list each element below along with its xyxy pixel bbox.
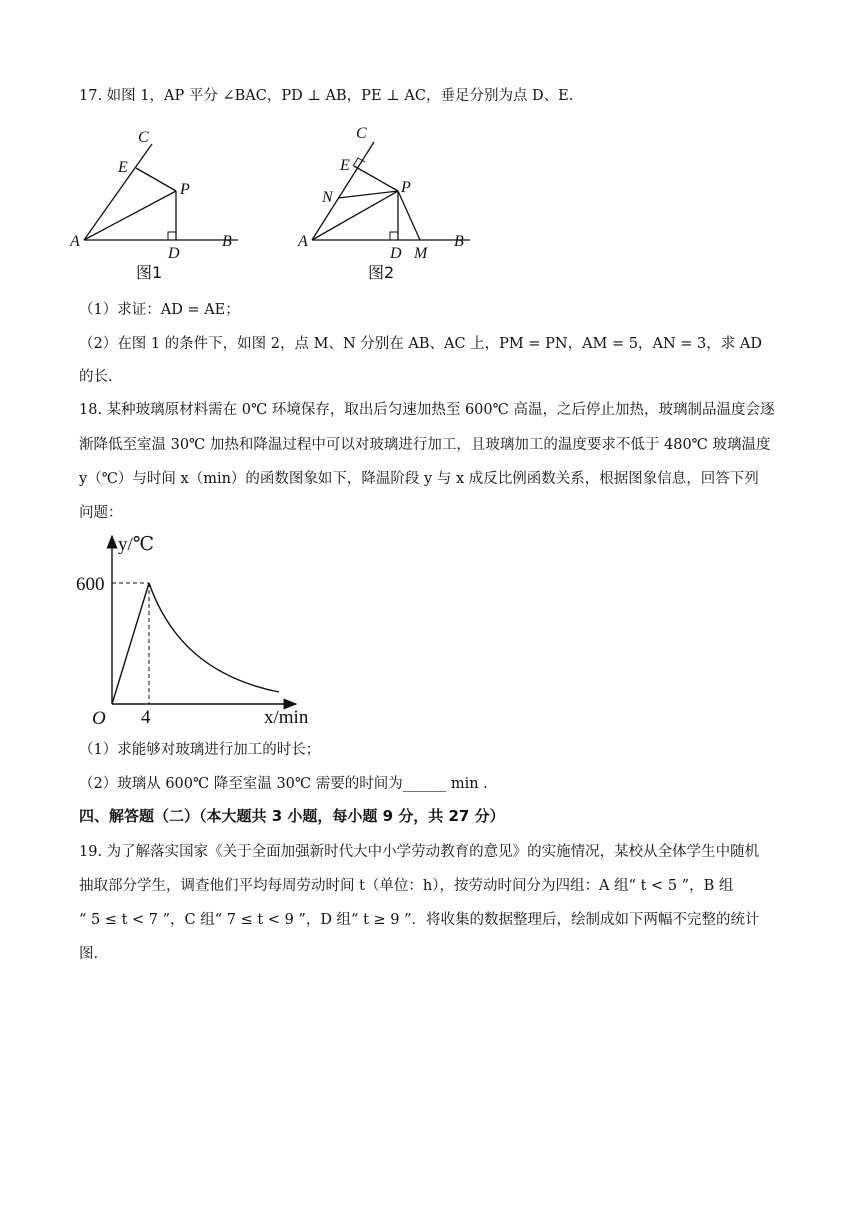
figure-1-caption: 图1	[136, 263, 163, 282]
section-4-heading: 四、解答题（二）（本大题共 3 小题，每小题 9 分，共 27 分）	[79, 807, 505, 825]
q19-line-3: “ 5 ≤ t < 7 ”，C 组“ 7 ≤ t < 9 ”，D 组“ t ≥ 9 ”．将收集的数据整理后，绘制成如下两幅不完整的统计	[79, 912, 760, 928]
label-b: B	[222, 233, 232, 250]
label-p: P	[401, 179, 411, 196]
label-d: D	[390, 245, 402, 262]
q17-figure-1	[70, 122, 250, 287]
q18-temperature-graph	[74, 530, 324, 735]
y-axis-label: y/℃	[118, 534, 155, 555]
x-tick-4: 4	[141, 707, 151, 728]
q19-line-2: 抽取部分学生，调查他们平均每周劳动时间 t（单位：h），按劳动时间分为四组：A 组“ t < 5 ”，B 组	[79, 878, 734, 894]
segment-pn	[338, 191, 398, 198]
segment-pe	[354, 166, 398, 191]
x-axis-label: x/min	[264, 707, 309, 728]
figure-2-caption: 图2	[368, 263, 395, 282]
heating-segment	[112, 583, 149, 704]
q18-stem-line-3: y（℃）与时间 x（min）的函数图象如下，降温阶段 y 与 x 成反比例函数关系，根据图象信息，回答下列	[79, 471, 759, 487]
q18-part-1: （1）求能够对玻璃进行加工的时长；	[79, 742, 321, 758]
right-angle-mark-d	[168, 232, 176, 240]
label-d: D	[168, 245, 180, 262]
label-b: B	[454, 233, 464, 250]
q17-part-2-line-1: （2）在图 1 的条件下，如图 2，点 M、N 分别在 AB、AC 上，PM = PN，AM = 5，AN = 3，求 AD	[79, 336, 762, 352]
q19-line-1: 19. 为了解落实国家《关于全面加强新时代大中小学劳动教育的意见》的实施情况，某校从全体学生中随机	[79, 844, 760, 860]
label-n: N	[322, 189, 333, 206]
label-p: P	[180, 181, 190, 198]
q17-part-2-line-2: 的长.	[79, 369, 113, 385]
q17-stem: 17. 如图 1，AP 平分 ∠BAC，PD ⊥ AB，PE ⊥ AC，垂足分别为点 D、E.	[79, 88, 574, 104]
q19-line-4: 图.	[79, 946, 99, 962]
q18-part-2: （2）玻璃从 600℃ 降至室温 30℃ 需要的时间为______ min .	[79, 776, 488, 792]
cooling-curve	[149, 583, 279, 692]
label-m: M	[414, 245, 428, 262]
right-angle-mark-d	[390, 232, 398, 240]
label-e: E	[118, 159, 128, 176]
segment-ap	[84, 191, 176, 240]
segment-pm	[398, 191, 420, 240]
label-c: C	[356, 125, 367, 142]
origin-label: O	[92, 708, 106, 729]
q18-stem-line-4: 问题：	[79, 505, 123, 521]
q18-stem-line-1: 18. 某种玻璃原材料需在 0℃ 环境保存，取出后匀速加热至 600℃ 高温，之后停止加热，玻璃制品温度会逐	[79, 402, 775, 418]
q17-figure-2	[292, 122, 492, 287]
segment-pe	[136, 168, 176, 191]
label-c: C	[138, 129, 149, 146]
label-a: A	[70, 233, 80, 250]
y-tick-600: 600	[76, 574, 105, 595]
label-a: A	[298, 233, 308, 250]
q17-part-1: （1）求证：AD = AE；	[79, 302, 240, 318]
q18-stem-line-2: 渐降低至室温 30℃ 加热和降温过程中可以对玻璃进行加工，且玻璃加工的温度要求不低于 480℃ 玻璃温度	[79, 437, 771, 453]
label-e: E	[340, 157, 350, 174]
